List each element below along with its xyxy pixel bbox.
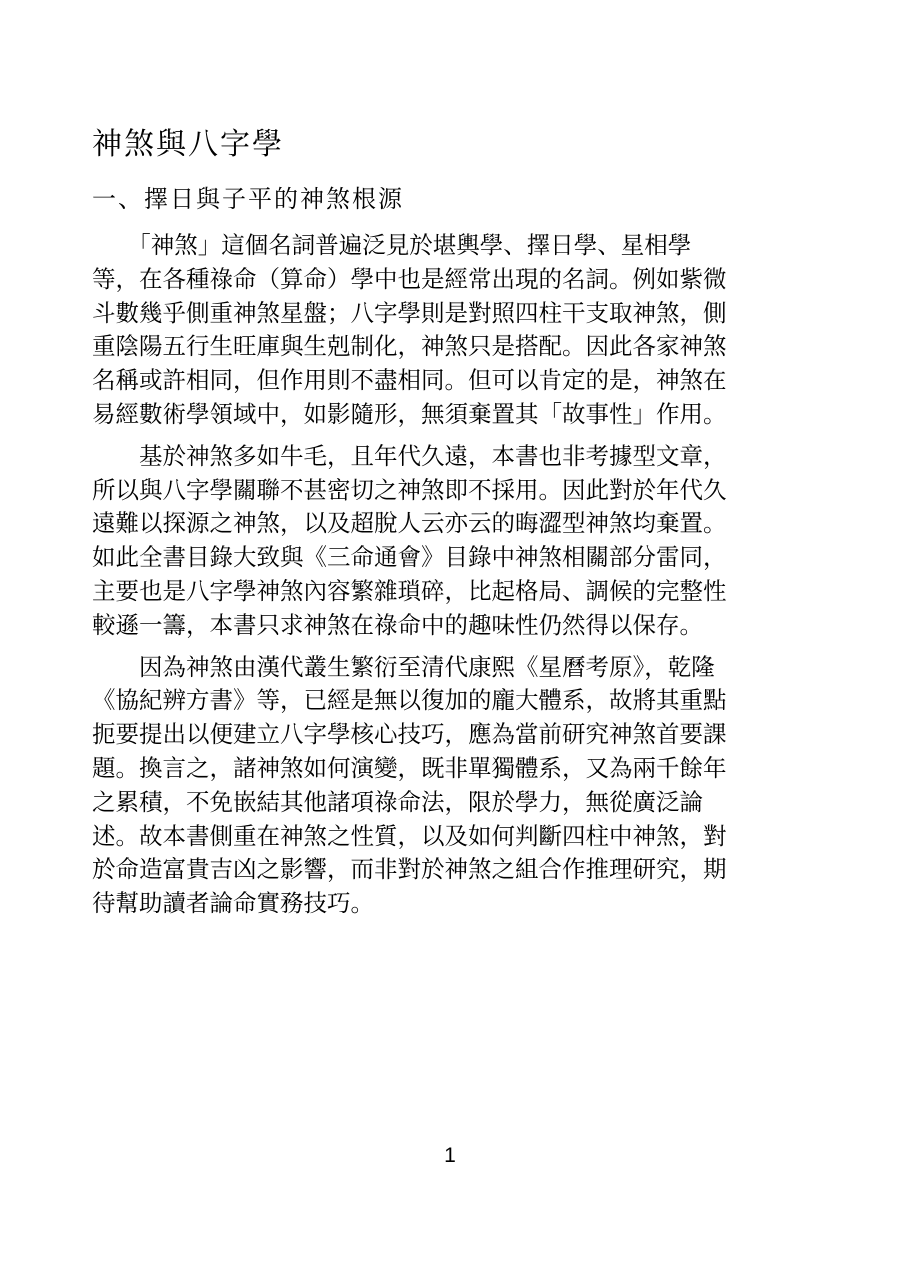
text-line: 「神煞」這個名詞普遍泛見於堪輿學、擇日學、星相學	[92, 231, 692, 259]
text-line: 重陰陽五行生旺庫與生剋制化，神煞只是搭配。因此各家神煞	[92, 332, 727, 361]
text-line: 於命造富貴吉凶之影響，而非對於神煞之組合作推理研究，期	[92, 855, 727, 884]
text-line: 之累積，不免嵌結其他諸項祿命法，限於學力，無從廣泛論	[92, 787, 703, 816]
text-line: 名稱或許相同，但作用則不盡相同。但可以肯定的是，神煞在	[92, 366, 727, 395]
text-line: 基於神煞多如牛毛，且年代久遠，本書也非考據型文章，	[92, 441, 727, 470]
text-line: 所以與八字學關聯不甚密切之神煞即不採用。因此對於年代久	[92, 475, 727, 504]
text-line: 如此全書目錄大致與《三命通會》目錄中神煞相關部分雷同，	[92, 543, 727, 572]
text-line: 較遜一籌，本書只求神煞在祿命中的趣味性仍然得以保存。	[92, 610, 703, 639]
text-line: 主要也是八字學神煞內容繁雜瑣碎，比起格局、調候的完整性	[92, 576, 727, 605]
text-line: 等，在各種祿命（算命）學中也是經常出現的名詞。例如紫微	[92, 264, 727, 293]
text-line: 《協紀辨方書》等，已經是無以復加的龐大體系，故將其重點	[92, 686, 727, 715]
text-line: 因為神煞由漢代叢生繁衍至清代康熙《星曆考原》，乾隆	[92, 652, 715, 681]
text-line: 述。故本書側重在神煞之性質，以及如何判斷四柱中神煞，對	[92, 821, 727, 850]
text-line: 易經數術學領域中，如影隨形，無須棄置其「故事性」作用。	[92, 399, 727, 428]
document-title: 神煞與八字學	[92, 127, 284, 162]
body-paragraph	[92, 440, 810, 643]
body-paragraph	[92, 229, 810, 432]
text-line: 斗數幾乎側重神煞星盤；八字學則是對照四柱干支取神煞，側	[92, 298, 727, 327]
text-line: 題。換言之，諸神煞如何演變，既非單獨體系，又為兩千餘年	[92, 753, 727, 782]
text-line: 扼要提出以便建立八字學核心技巧，應為當前研究神煞首要課	[92, 720, 727, 749]
text-line: 遠難以探源之神煞，以及超脫人云亦云的晦澀型神煞均棄置。	[92, 509, 727, 538]
body-paragraph	[92, 651, 810, 921]
text-line: 待幫助讀者論命實務技巧。	[92, 889, 374, 918]
body-text	[92, 229, 810, 929]
page-number: 1	[444, 1144, 456, 1167]
section-heading: 一、擇日與子平的神煞根源	[92, 185, 404, 213]
